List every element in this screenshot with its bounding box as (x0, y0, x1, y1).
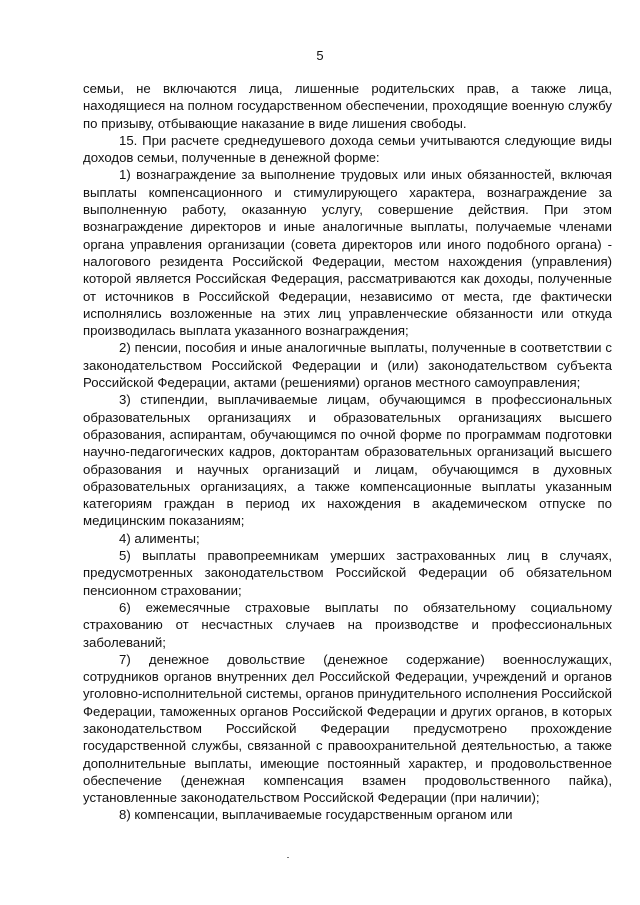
paragraph: 4) алименты; (119, 530, 200, 546)
paragraph: 3) стипендии, выплачиваемые лицам, обучающимся в профессиональных образовательных организациях и образовательных организациях высшего образования, аспирантам, обучающимся по очной форме по программам подготовки научно-педагогических кадров, докторантам образовательных организаций высшего образования и научных организаций и лицам, обучающимся в духовных образовательных организациях, а также компенсационные выплаты указанным категориям граждан в период их нахождения в академическом отпуске по медицинским показаниям; (83, 392, 612, 529)
paragraph: 1) вознаграждение за выполнение трудовых или иных обязанностей, включая выплаты компенсационного и стимулирующего характера, вознаграждение за выполненную работу, оказанную услугу, совершение действия. При этом вознаграждение директоров и иные аналогичные выплаты, получаемые членами органа управления организации (совета директоров или иного подобного органа) - налогового резидента Российской Федерации, местом нахождения (управления) которой является Российская Федерация, рассматриваются как доходы, полученные от источников в Российской Федерации, независимо от места, где фактически исполнялись возложенные на этих лиц управленческие обязанности или откуда производилась выплата указанного вознаграждения; (83, 167, 612, 339)
page-number: 5 (316, 48, 324, 63)
paragraph: 15. При расчете среднедушевого дохода семьи учитываются следующие виды доходов семьи, полученные в денежной форме: (83, 132, 612, 166)
paragraph: 2) пенсии, пособия и иные аналогичные выплаты, полученные в соответствии с законодательством Российской Федерации и (или) законодательством субъекта Российской Федерации, актами (решениями) органов местного самоуправления; (83, 340, 612, 391)
paragraph: 5) выплаты правопреемникам умерших застрахованных лиц в случаях, предусмотренных законодательством Российской Федерации об обязательном пенсионном страховании; (83, 548, 612, 598)
paragraph: 6) ежемесячные страховые выплаты по обязательному социальному страхованию от несчастных случаев на производстве и профессиональных заболеваний; (83, 599, 612, 650)
scan-dot (287, 857, 289, 858)
paragraph: семьи, не включаются лица, лишенные родительских прав, а также лица, находящиеся на полном государственном обеспечении, проходящие военную службу по призыву, отбывающие наказание в виде лишения свободы. (83, 81, 612, 131)
paragraph: 7) денежное довольствие (денежное содержание) военнослужащих, сотрудников органов внутренних дел Российской Федерации, учреждений и органов уголовно-исполнительной системы, органов принудительного исполнения Российской Федерации, таможенных органов Российской Федерации и других органов, в которых законодательством Российской Федерации предусмотрено прохождение государственной службы, связанной с правоохранительной деятельностью, а также дополнительные выплаты, имеющие постоянный характер, и продовольственное обеспечение (денежная компенсация взамен продовольственного пайка), установленные законодательством Российской Федерации (при наличии); (83, 651, 612, 806)
paragraph: 8) компенсации, выплачиваемые государственным органом или (119, 807, 513, 823)
document-body (83, 80, 612, 824)
